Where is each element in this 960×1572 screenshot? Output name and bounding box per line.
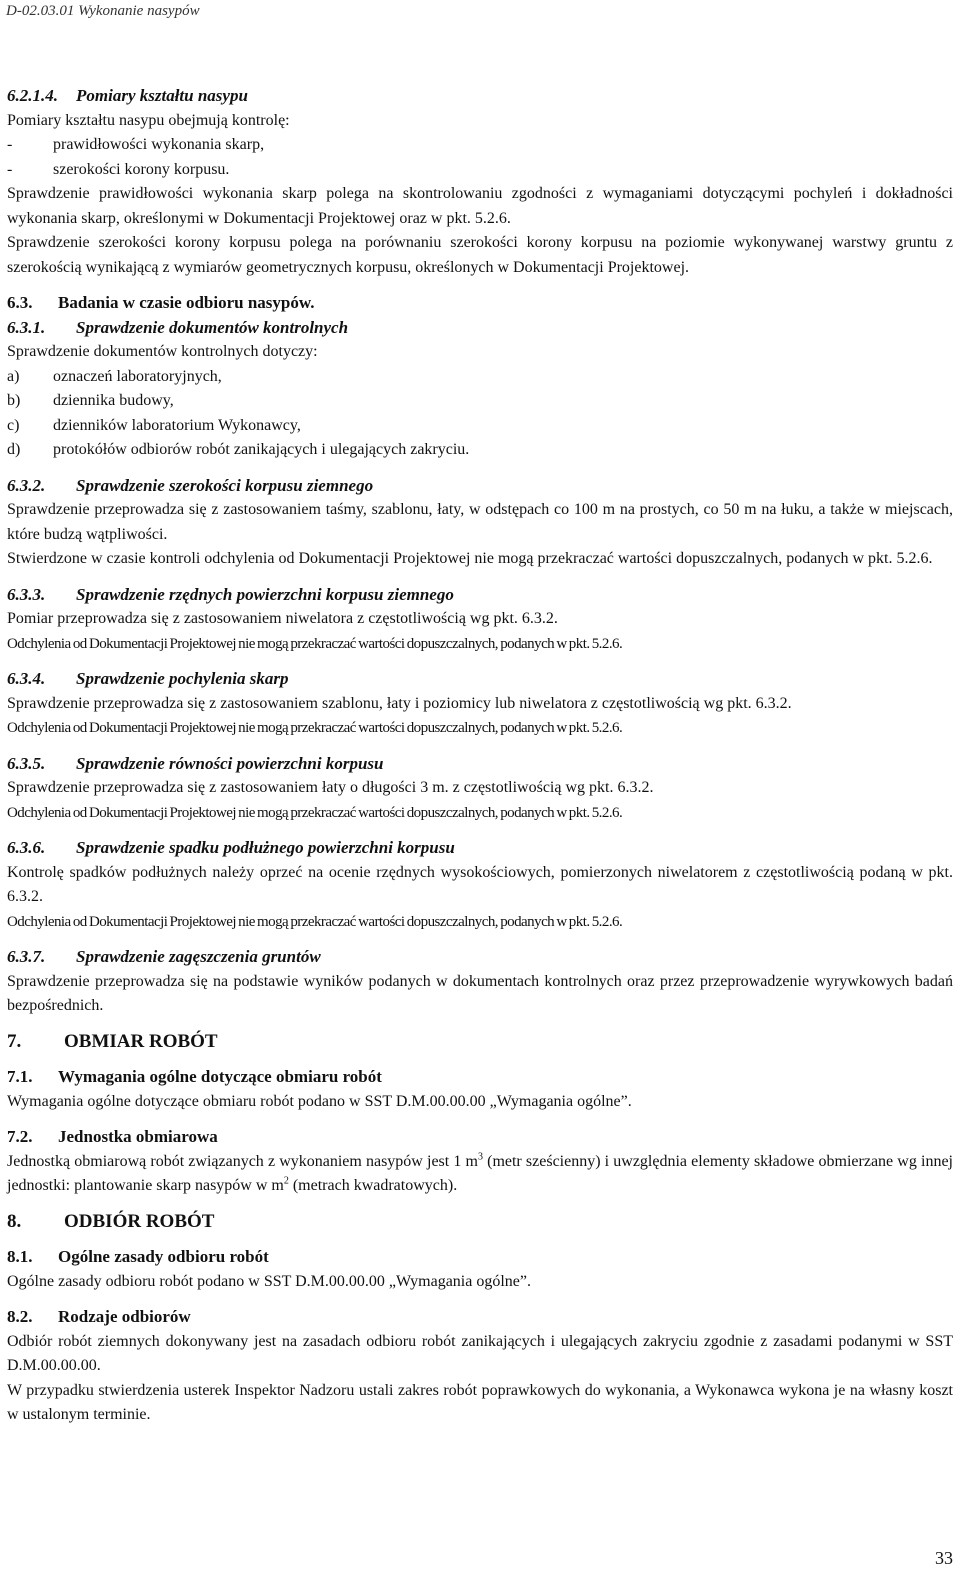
section-title: Sprawdzenie szerokości korpusu ziemnego <box>76 475 374 495</box>
section-number: 6.3.4. <box>7 669 46 688</box>
running-header: D-02.03.01 Wykonanie nasypów <box>6 3 200 19</box>
list-marker: b) <box>7 392 21 409</box>
heading-8 <box>7 1210 953 1235</box>
heading-6-3 <box>7 291 953 316</box>
heading-6-2-1-4 <box>7 84 953 109</box>
heading-6-3-3 <box>7 583 953 608</box>
paragraph: Odchylenia od Dokumentacji Projektowej nie mogą przekraczać wartości dopuszczalnych, podanych w pkt. 5.2.6. <box>7 913 623 930</box>
paragraph: Sprawdzenie dokumentów kontrolnych dotyczy: <box>7 343 318 360</box>
section-number: 6.3.6. <box>7 838 46 857</box>
paragraph: Pomiary kształtu nasypu obejmują kontrolę: <box>7 111 290 129</box>
paragraph: Kontrolę spadków podłużnych należy oprzeć na ocenie rzędnych wysokościowych, pomierzonych niwelatorem z częstotliwością podaną w pkt. 6.3.2. <box>7 863 953 905</box>
section-number: 6.3.3. <box>7 584 46 604</box>
section-number: 6.3.5. <box>7 753 46 773</box>
paragraph: Sprawdzenie przeprowadza się z zastosowaniem łaty o długości 3 m. z częstotliwością wg pkt. 6.3.2. <box>7 779 654 796</box>
section-number: 7. <box>7 1030 22 1052</box>
section-number: 7.1. <box>7 1067 33 1086</box>
page-number: 33 <box>935 1547 953 1568</box>
text-run: (metrach kwadratowych). <box>288 1177 458 1194</box>
list-item <box>7 158 953 183</box>
section-title: Badania w czasie odbioru nasypów. <box>58 293 315 312</box>
paragraph: Odchylenia od Dokumentacji Projektowej nie mogą przekraczać wartości dopuszczalnych, podanych w pkt. 5.2.6. <box>7 804 623 821</box>
list-marker: d) <box>7 441 21 458</box>
section-title: Sprawdzenie równości powierzchni korpusu <box>76 753 384 773</box>
section-title: OBMIAR ROBÓT <box>64 1030 218 1052</box>
section-title: Sprawdzenie dokumentów kontrolnych <box>76 317 349 337</box>
paragraph: Sprawdzenie przeprowadza się z zastosowaniem taśmy, szablonu, łaty, w odstępach co 100 m na prostych, co 50 m na łuku, a także w miejscach, które budzą wątpliwości. <box>7 501 953 543</box>
heading-6-3-1 <box>7 316 953 341</box>
list-text: prawidłowości wykonania skarp, <box>53 136 265 153</box>
paragraph <box>7 1150 953 1199</box>
heading-6-3-5 <box>7 752 953 777</box>
paragraph: W przypadku stwierdzenia usterek Inspektor Nadzoru ustali zakres robót poprawkowych do wykonania, a Wykonawca wykona je na własny koszt w ustalonym terminie. <box>7 1381 953 1423</box>
section-number: 8. <box>7 1210 22 1232</box>
list-marker: - <box>7 136 13 153</box>
text-run: (metr sześcienny) i uwzględnia elementy składowe obmierzane wg innej jednostki: plantowanie skarp nasypów w m <box>7 1152 954 1194</box>
section-title: Rodzaje odbiorów <box>58 1307 191 1326</box>
heading-6-3-6 <box>7 836 953 861</box>
section-title: ODBIÓR ROBÓT <box>64 1210 215 1232</box>
section-title: Pomiary kształtu nasypu <box>76 86 248 105</box>
section-title: Jednostka obmiarowa <box>58 1127 218 1146</box>
text-run: Jednostką obmiarową robót związanych z wykonaniem nasypów jest 1 m <box>7 1152 478 1170</box>
superscript: 3 <box>477 1151 483 1163</box>
heading-7-2 <box>7 1125 953 1150</box>
superscript: 2 <box>283 1175 289 1187</box>
section-number: 8.2. <box>7 1307 33 1326</box>
heading-8-1 <box>7 1245 953 1270</box>
section-title: Sprawdzenie rzędnych powierzchni korpusu ziemnego <box>76 584 454 604</box>
section-title: Wymagania ogólne dotyczące obmiaru robót <box>58 1067 382 1086</box>
list-text: dziennika budowy, <box>53 392 174 409</box>
heading-7 <box>7 1030 953 1055</box>
document-body <box>7 84 953 1428</box>
list-item <box>7 365 953 390</box>
section-title: Sprawdzenie spadku podłużnego powierzchni korpusu <box>76 838 455 857</box>
list-marker: - <box>7 160 13 178</box>
section-number: 6.3. <box>7 293 33 312</box>
paragraph: Odchylenia od Dokumentacji Projektowej nie mogą przekraczać wartości dopuszczalnych, podanych w pkt. 5.2.6. <box>7 720 623 736</box>
heading-6-3-2 <box>7 474 953 499</box>
heading-8-2 <box>7 1305 953 1330</box>
paragraph: Sprawdzenie przeprowadza się z zastosowaniem szablonu, łaty i poziomicy lub niwelatora z częstotliwością wg pkt. 6.3.2. <box>7 694 792 712</box>
paragraph: Wymagania ogólne dotyczące obmiaru robót podano w SST D.M.00.00.00 „Wymagania ogólne”. <box>7 1092 632 1110</box>
paragraph: Sprawdzenie szerokości korony korpusu polega na porównaniu szerokości korony korpusu na poziomie wykonywanej warstwy gruntu z szerokością wynikającą z wymiarów geometrycznych korpusu, określonych w Dokumentacji Projektowej. <box>7 234 953 276</box>
section-number: 6.3.1. <box>7 317 46 337</box>
list-text: oznaczeń laboratoryjnych, <box>53 367 222 385</box>
paragraph: Odchylenia od Dokumentacji Projektowej nie mogą przekraczać wartości dopuszczalnych, podanych w pkt. 5.2.6. <box>7 635 623 652</box>
list-text: szerokości korony korpusu. <box>53 160 230 178</box>
section-title: Sprawdzenie zagęszczenia gruntów <box>76 947 321 966</box>
paragraph: Sprawdzenie przeprowadza się na podstawie wyników podanych w dokumentach kontrolnych oraz przez przeprowadzenie wyrywkowych badań bezpośrednich. <box>7 972 953 1014</box>
paragraph: Pomiar przeprowadza się z zastosowaniem niwelatora z częstotliwością wg pkt. 6.3.2. <box>7 610 558 627</box>
list-marker: c) <box>7 416 20 434</box>
list-item <box>7 438 953 463</box>
section-title: Sprawdzenie pochylenia skarp <box>76 669 289 688</box>
paragraph: Odbiór robót ziemnych dokonywany jest na zasadach odbioru robót zanikających i ulegających zakryciu zgodnie z zasadami podanymi w SST D.M.00.00.00. <box>7 1332 953 1374</box>
section-number: 7.2. <box>7 1127 33 1146</box>
paragraph: Stwierdzone w czasie kontroli odchylenia od Dokumentacji Projektowej nie mogą przekraczać wartości dopuszczalnych, podanych w pkt. 5.2.6. <box>7 550 933 567</box>
paragraph: Ogólne zasady odbioru robót podano w SST D.M.00.00.00 „Wymagania ogólne”. <box>7 1272 531 1290</box>
list-item <box>7 389 953 414</box>
section-number: 6.3.7. <box>7 947 46 966</box>
list-item <box>7 133 953 158</box>
heading-7-1 <box>7 1065 953 1090</box>
section-number: 8.1. <box>7 1247 33 1266</box>
heading-6-3-7 <box>7 945 953 970</box>
list-marker: a) <box>7 367 20 385</box>
list-text: protokółów odbiorów robót zanikających i ulegających zakryciu. <box>53 441 470 458</box>
heading-6-3-4 <box>7 667 953 692</box>
list-item <box>7 414 953 439</box>
list-text: dzienników laboratorium Wykonawcy, <box>53 416 301 434</box>
section-title: Ogólne zasady odbioru robót <box>58 1247 269 1266</box>
paragraph: Sprawdzenie prawidłowości wykonania skarp polega na skontrolowaniu zgodności z wymaganiami dotyczącymi pochyleń i dokładności wykonania skarp, określonymi w Dokumentacji Projektowej oraz w pkt. 5.2.6. <box>7 185 953 227</box>
section-number: 6.2.1.4. <box>7 86 58 105</box>
section-number: 6.3.2. <box>7 475 46 495</box>
